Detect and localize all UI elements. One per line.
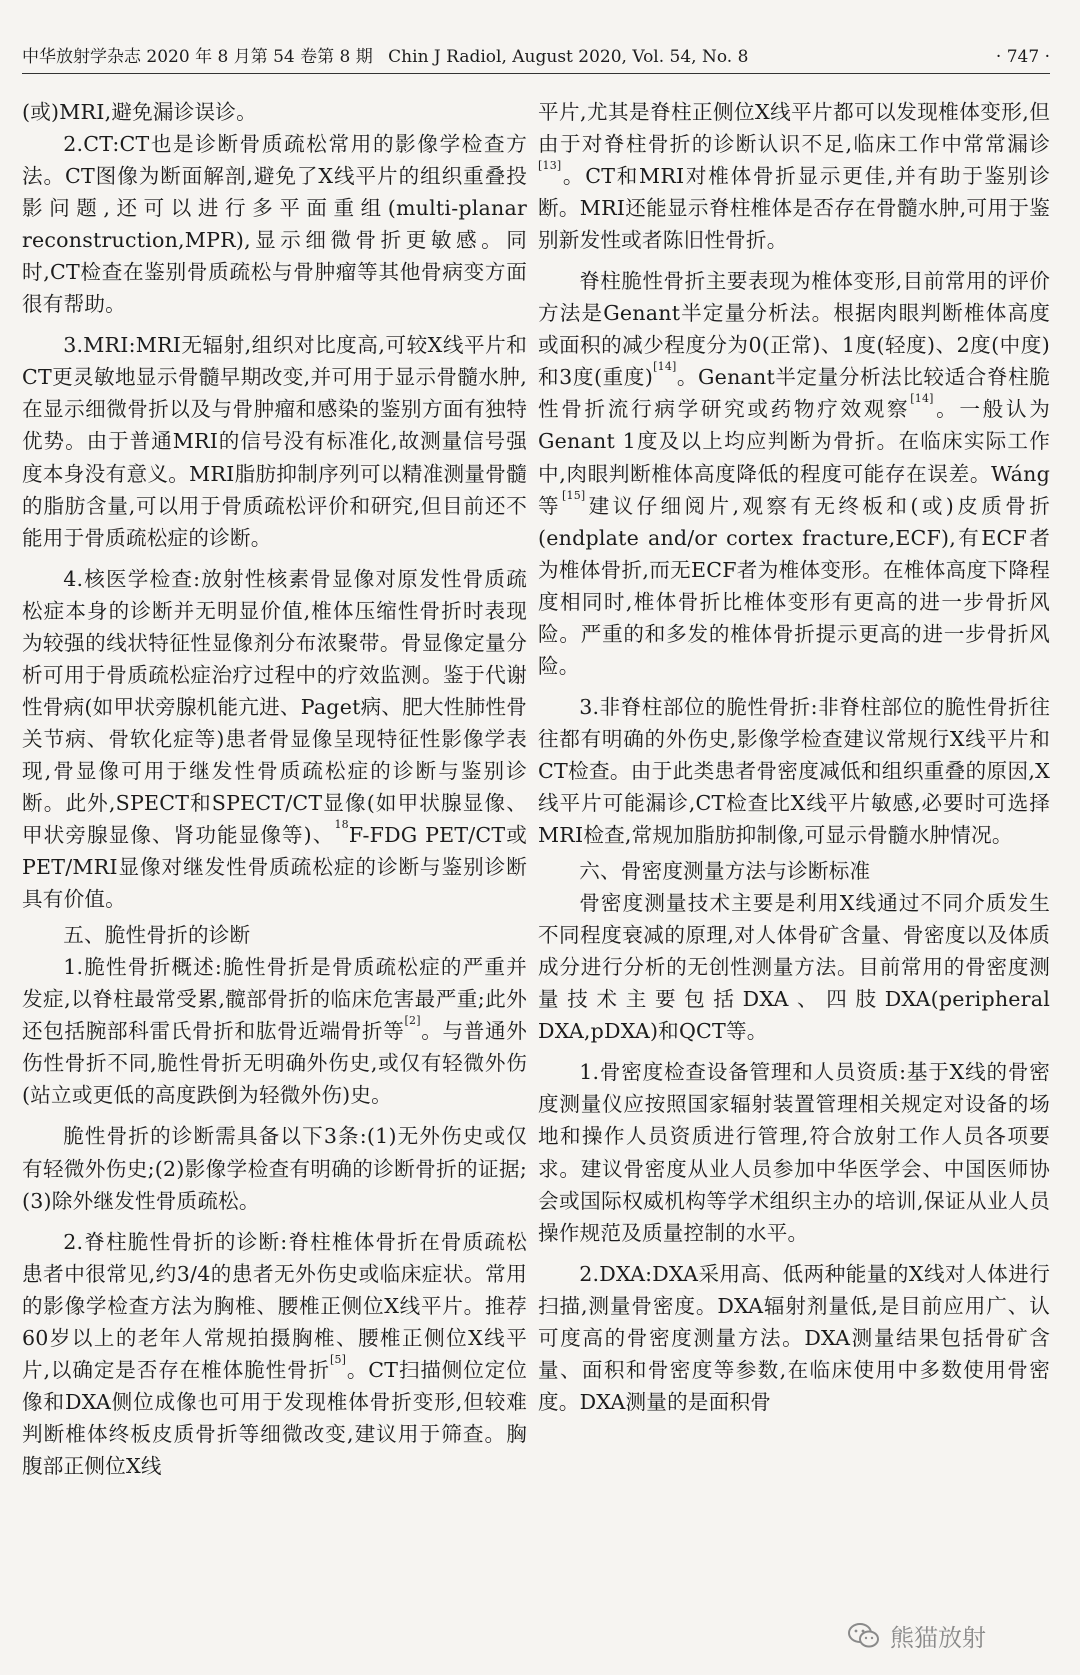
paragraph-text: 。CT扫描侧位定位像和DXA侧位成像也可用于发现椎体骨折变形,但较难判断椎体终板皮质骨折等细微改变,建议用于筛查。胸腹部正侧位X线: [22, 1357, 527, 1478]
citation: [2]: [404, 1014, 421, 1028]
paragraph-text: 。CT和MRI对椎体骨折显示更佳,并有助于鉴别诊断。MRI还能显示脊柱椎体是否存在骨髓水肿,可用于鉴别新发性或者陈旧性骨折。: [538, 164, 1050, 253]
paragraph-text: F-FDG PET/CT或PET/MRI显像对继发性骨质疏松症的诊断与鉴别诊断具有价值。: [22, 823, 527, 912]
page-number: · 747 ·: [995, 47, 1050, 67]
paragraph-spine: [22, 1226, 527, 1482]
isotope-superscript: 18: [334, 818, 349, 832]
page-header: [22, 40, 1050, 74]
citation: [14]: [910, 392, 934, 406]
paragraph-genant: [538, 265, 1050, 682]
citation: [5]: [329, 1352, 347, 1366]
paragraph-nuclear: [22, 563, 527, 916]
paragraph-mri: 3.MRI:MRI无辐射,组织对比度高,可较X线平片和CT更灵敏地显示骨髓早期改变,并可用于显示骨髓水肿,在显示细微骨折以及与骨肿瘤和感染的鉴别方面有独特优势。由于普通MRI的信号没有标准化,故测量信号强度本身没有意义。MRI脂肪抑制序列可以精准测量骨髓的脂肪含量,可以用于骨质疏松评价和研究,但目前还不能用于骨质疏松症的诊断。: [22, 333, 527, 550]
paragraph-text: 建议仔细阅片,观察有无终板和(或)皮质骨折(endplate and/or cortex fracture,ECF),有ECF者为椎体骨折,而无ECF者为椎体变形。在椎体高度下降程度相同时,椎体骨折比椎体变形有更高的进一步骨折风险。严重的和多发的椎体骨折提示更高的进一步骨折风险。: [538, 493, 1050, 678]
paragraph-ct: 2.CT:CT也是诊断骨质疏松常用的影像学检查方法。CT图像为断面解剖,避免了X线平片的组织重叠投影问题,还可以进行多平面重组(multi-planar reconstruction,MPR),显示细微骨折更敏感。同时,CT检查在鉴别骨质疏松与骨肿瘤等其他骨病变方面很有帮助。: [22, 132, 527, 317]
journal-title-en: Chin J Radiol, August 2020, Vol. 54, No. 8: [388, 47, 749, 67]
wechat-icon: [848, 1622, 880, 1650]
section-heading-6: 六、骨密度测量方法与诊断标准: [579, 859, 871, 884]
paragraph-text: 脊柱脆性骨折主要表现为椎体变形,目前常用的评价方法是Genant半定量分析法。根据肉眼判断椎体高度或面积的减少程度分为0(正常)、1度(轻度)、2度(中度)和3度(重度): [538, 269, 1050, 390]
citation: [15]: [562, 488, 586, 502]
paragraph-text: 平片,尤其是脊柱正侧位X线平片都可以发现椎体变形,但由于对脊柱骨折的诊断认识不足,临床工作中常常漏诊: [538, 100, 1050, 157]
section-heading-5: 五、脆性骨折的诊断: [63, 923, 251, 948]
right-column: [538, 96, 1050, 1418]
paragraph-nonspine: 3.非脊柱部位的脆性骨折:非脊柱部位的脆性骨折往往都有明确的外伤史,影像学检查建议常规行X线平片和CT检查。由于此类患者骨密度减低和组织重叠的原因,X线平片可能漏诊,CT检查比X线平片敏感,必要时可选择MRI检查,常规加脂肪抑制像,可显示骨髓水肿情况。: [538, 694, 1050, 848]
paragraph: (或)MRI,避免漏诊误诊。: [22, 100, 257, 124]
paragraph-text: 1.脆性骨折概述:脆性骨折是骨质疏松症的严重并发症,以脊柱最常受累,髋部骨折的临床危害最严重;此外还包括腕部科雷氏骨折和肱骨近端骨折等: [22, 955, 527, 1044]
paragraph-text: 。一般认为Genant 1度及以上均应判断为骨折。在临床实际工作中,肉眼判断椎体高度降低的程度可能存在误差。Wáng等: [538, 397, 1051, 518]
paragraph-text: 。Genant半定量分析法比较适合脊柱脆性骨折流行病学研究或药物疗效观察: [538, 365, 1050, 422]
paragraph-text: 2.脊柱脆性骨折的诊断:脊柱椎体骨折在骨质疏松患者中很常见,约3/4的患者无外伤史或临床症状。常用的影像学检查方法为胸椎、腰椎正侧位X线平片。推荐60岁以上的老年人常规拍摄胸椎、腰椎正侧位X线平片,以确定是否存在椎体脆性骨折: [22, 1229, 527, 1382]
paragraph-dxa: 2.DXA:DXA采用高、低两种能量的X线对人体进行扫描,测量骨密度。DXA辐射剂量低,是目前应用广、认可度高的骨密度测量方法。DXA测量结果包括骨矿含量、面积和骨密度等参数,在临床使用中多数使用骨密度。DXA测量的是面积骨: [538, 1261, 1050, 1414]
left-column: [22, 96, 527, 1482]
paragraph: [538, 96, 1050, 256]
paragraph-fragility: [22, 951, 527, 1111]
paragraph-criteria: 脆性骨折的诊断需具备以下3条:(1)无外伤史或仅有轻微外伤史;(2)影像学检查有明确的诊断骨折的证据;(3)除外继发性骨质疏松。: [22, 1124, 527, 1213]
paragraph-text: 4.核医学检查:放射性核素骨显像对原发性骨质疏松症本身的诊断并无明显价值,椎体压缩性骨折时表现为较强的线状特征性显像剂分布浓聚带。骨显像定量分析可用于骨质疏松症治疗过程中的疗效监测。鉴于代谢性骨病(如甲状旁腺机能亢进、Paget病、肥大性肺性骨关节病、骨软化症等)患者骨显像呈现特征性影像学表现,骨显像可用于继发性骨质疏松症的诊断与鉴别诊断。此外,SPECT和SPECT/CT显像(如甲状腺显像、甲状旁腺显像、肾功能显像等)、: [22, 566, 527, 848]
paragraph-equipment: 1.骨密度检查设备管理和人员资质:基于X线的骨密度测量仪应按照国家辐射装置管理相关规定对设备的场地和操作人员资质进行管理,符合放射工作人员各项要求。建议骨密度从业人员参加中华医学会、中国医师协会或国际权威机构等学术组织主办的培训,保证从业人员操作规范及质量控制的水平。: [538, 1060, 1050, 1245]
paragraph-bmd: 骨密度测量技术主要是利用X线通过不同介质发生不同程度衰减的原理,对人体骨矿含量、骨密度以及体质成分进行分析的无创性测量方法。目前常用的骨密度测量技术主要包括DXA、四肢DXA(peripheral DXA,pDXA)和QCT等。: [538, 891, 1050, 1044]
paragraph-text: 。与普通外伤性骨折不同,脆性骨折无明确外伤史,或仅有轻微外伤(站立或更低的高度跌倒为轻微外伤)史。: [22, 1019, 527, 1108]
citation: [14]: [653, 360, 677, 374]
journal-title-cn: 中华放射学杂志 2020 年 8 月第 54 卷第 8 期: [22, 47, 373, 67]
watermark: [848, 1618, 986, 1653]
watermark-text: 熊猫放射: [890, 1624, 986, 1652]
journal-info: [22, 42, 758, 67]
citation: [13]: [538, 159, 562, 173]
